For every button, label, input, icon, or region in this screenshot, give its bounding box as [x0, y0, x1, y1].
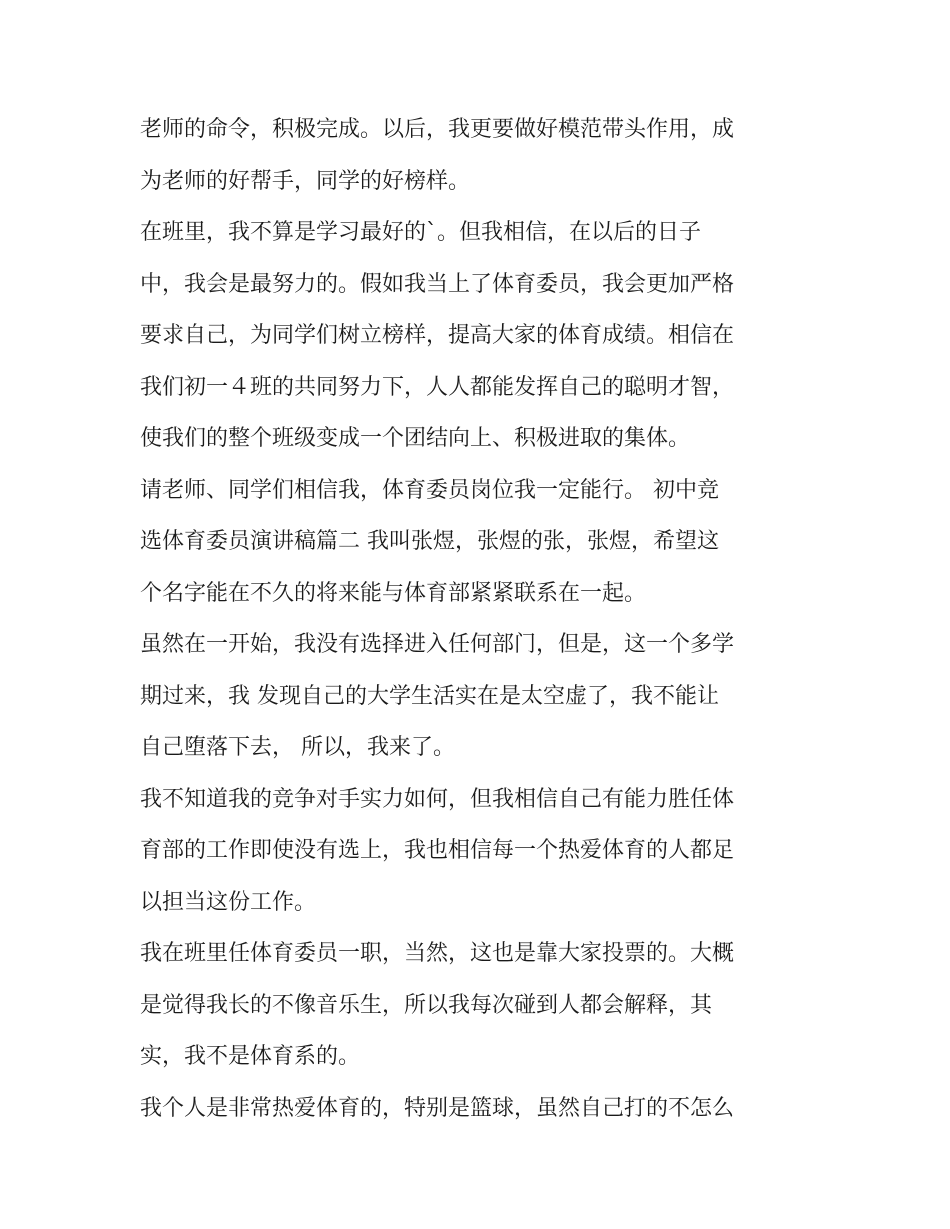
text-line: 虽然在一开始，我没有选择进入任何部门，但是，这一个多学	[140, 632, 735, 657]
text-line: 实，我不是体育系的。	[140, 1044, 361, 1069]
text-line: 以担当这份工作。	[140, 889, 317, 915]
text-line: 中，我会是最努力的。假如我当上了体育委员，我会更加严格	[140, 271, 735, 297]
text-line: 要求自己，为同学们树立榜样，提高大家的体育成绩。相信在	[140, 323, 735, 348]
text-line: 我不知道我的竞争对手实力如何，但我相信自己有能力胜任体	[140, 786, 735, 812]
text-line: 育部的工作即使没有选上，我也相信每一个热爱体育的人都足	[140, 838, 735, 863]
text-line: 使我们的整个班级变成一个团结向上、积极进取的集体。	[140, 426, 691, 451]
text-line: 为老师的好帮手，同学的好榜样。	[140, 168, 471, 194]
text-line: 我们初一４班的共同努力下，人人都能发挥自己的聪明才智，	[140, 374, 735, 400]
text-line: 自己堕落下去， 所以，我来了。	[140, 735, 455, 760]
text-line: 我在班里任体育委员一职，当然，这也是靠大家投票的。大概	[140, 941, 735, 966]
text-line: 期过来，我 发现自己的大学生活实在是太空虚了，我不能让	[140, 683, 719, 709]
text-line: 选体育委员演讲稿篇二 我叫张煜，张煜的张，张煜，希望这	[140, 529, 719, 554]
text-line: 我个人是非常热爱体育的，特别是篮球，虽然自己打的不怎么	[140, 1095, 735, 1121]
text-line: 老师的命令，积极完成。以后，我更要做好模范带头作用，成	[140, 117, 735, 142]
text-line: 是觉得我长的不像音乐生，所以我每次碰到人都会解释，其	[140, 992, 713, 1018]
text-line: 请老师、同学们相信我，体育委员岗位我一定能行。 初中竞	[140, 477, 719, 503]
text-line: 个名字能在不久的将来能与体育部紧紧联系在一起。	[140, 580, 647, 606]
text-line: 在班里，我不算是学习最好的`。但我相信，在以后的日子	[140, 220, 702, 245]
document-body	[140, 104, 840, 1134]
